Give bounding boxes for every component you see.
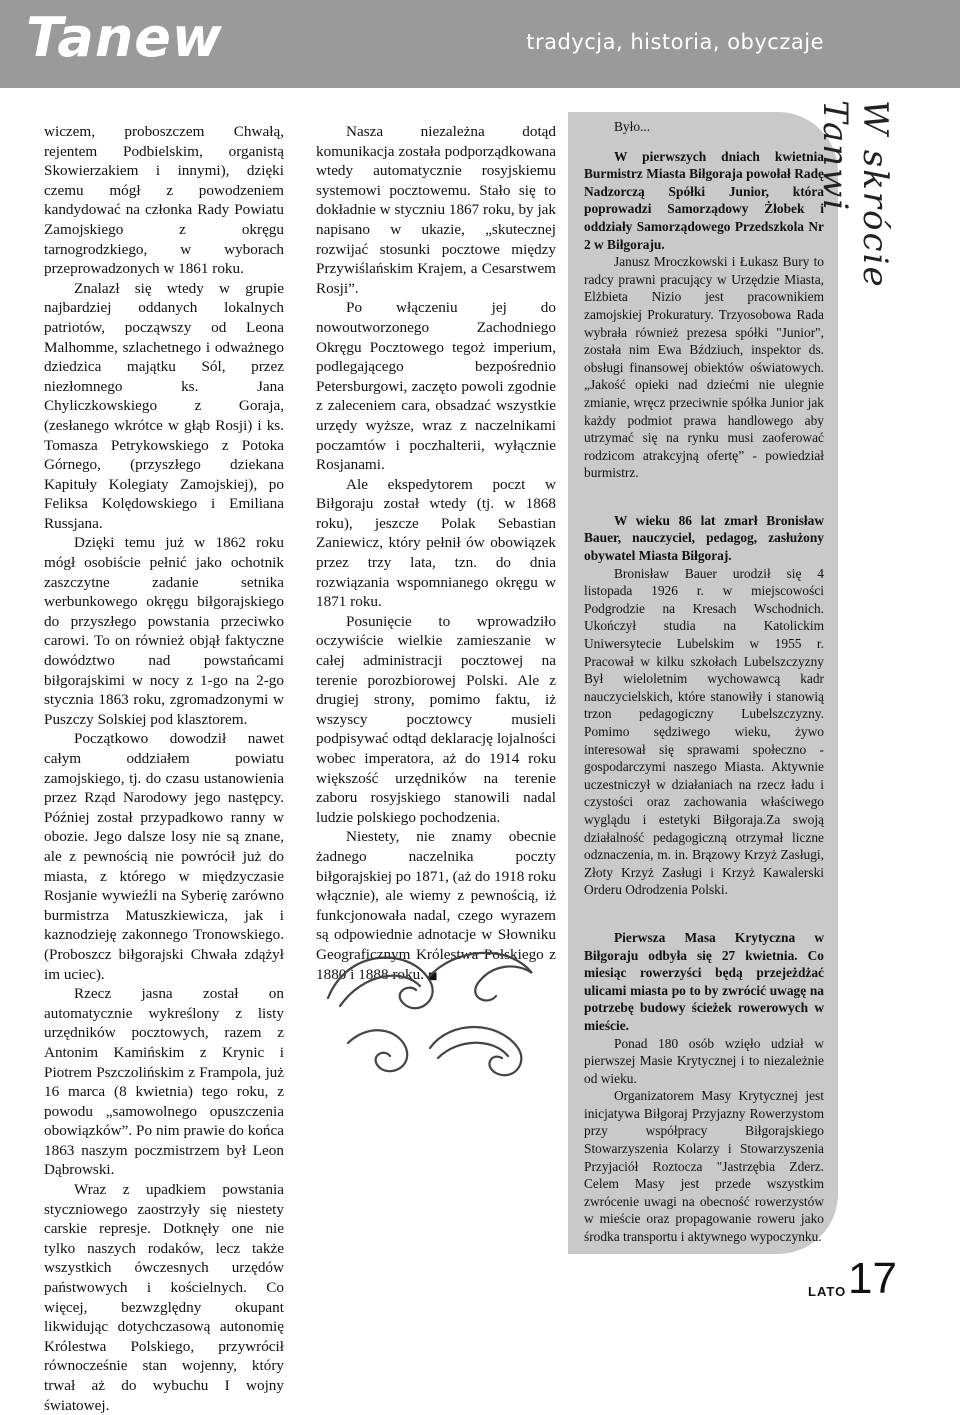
- page-header: [0, 0, 960, 88]
- page-number: 17: [848, 1254, 897, 1303]
- news-body: Ponad 180 osób wzięło udział w pierwszej Masie Krytycznej i to niezależnie od wieku.: [584, 1035, 824, 1086]
- paragraph: Znalazł się wtedy w grupie najbardziej oddanych lokalnych patriotów, począwszy od Leona Malhomme, szlachetnego i odważnego dziedzica majątku Sól, przez niezłomnego ks. Jana Chyliczkowskiego z Goraja, (zesłanego wkrótce w głąb Rosji) i ks. Tomasza Petrykowskiego z Potoka Górnego, (przyszłego dziekana Kapituły Kolegiaty Zamojskiej), po Feliksa Kolędowskiego i Emiliana Russjana.: [44, 279, 284, 532]
- article-column-1: [44, 122, 284, 1415]
- magazine-title: Tanew: [26, 6, 223, 69]
- news-sidebar: [584, 118, 824, 1246]
- paragraph-text: Niestety, nie znamy obecnie żadnego naczelnika poczty biłgorajskiej po 1871, (aż do 1918 roku włącznie), ale wiemy z pewnością, iż funkcjonowała nadal, czego wyrazem są odpowiednie adnotacje w Słowniku Geograficznym Królestwa Polskiego z 1880 i 1888 roku.: [316, 828, 557, 983]
- news-body: Organizatorem Masy Krytycznej jest inicjatywa Biłgoraj Przyjazny Rowerzystom przy współpracy Biłgorajskiego Stowarzyszenia Kolarzy i Stowarzyszenia Przyjaciół Roztocza "Jastrzębia Zderz. Celem Masy jest przede wszystkim zwrócenie uwagi na obecność rowerzystów w mieście oraz propagowanie roweru jako środka transportu i aktywnego wypoczynku.: [584, 1088, 824, 1245]
- paragraph: Ale ekspedytorem poczt w Biłgoraju został wtedy (tj. w 1868 roku), jeszcze Polak Sebastian Zaniewicz, który pełnił ów obowiązek przez trzy lata, tzn. do dnia rozwiązania wspomnianego okręgu w 1871 roku.: [316, 475, 556, 611]
- sidebar-vertical-heading: [815, 100, 895, 360]
- paragraph: Wraz z upadkiem powstania styczniowego zaostrzyły się niestety carskie represje. Dotknęły one nie tylko naszych rodaków, lecz także wszystkich ówczesnych urzędów państwowych i kościelnych. Co więcej, bezwzględny okupant likwidując dotychczasową autonomię Królestwa Polskiego, przywrócił równocześnie stan wojenny, który trwał aż do wybuchu I wojny światowej.: [44, 1181, 284, 1414]
- news-body: Bronisław Bauer urodził się 4 listopada 1926 r. w miejscowości Podgrodzie na Kresach Wschodnich. Ukończył studia na Katolickim Uniwersytecie Lubelskim w 1955 r. Pracował w kilku szkołach Lubelszczyzny Był wieloletnim wychowawcą kadr nauczycielskich, które stanowiły i stanowią trzon pedagogiczny Lubelszczyzny. Pomimo sędziwego wieku, żywo interesował się sprawami społeczno - gospodarczymi naszego Miasta. Aktywnie uczestniczył w działaniach na rzecz ładu i czystości oraz zachowania właściwego wyglądu i estetyki Biłgoraja.Za swoją działalność pedagogiczną otrzymał liczne odznaczenia, m. in. Brązowy Krzyż Zasługi, Złoty Krzyż Zasługi i Krzyż Kawalerski Orderu Odrodzenia Polski.: [584, 565, 824, 898]
- paragraph: Posunięcie to wprowadziło oczywiście wielkie zamieszanie w całej administracji pocztowej na terenie porozbiorowej Polski. Ale z drugiej strony, pomimo faktu, iż wszyscy pocztowcy musieli podpisywać odtąd deklarację lojalności wobec imperatora, aż do 1914 roku większość urzędników na terenie zaboru rosyjskiego stanowili nadal ludzie polskiego pochodzenia.: [316, 612, 556, 826]
- paragraph: Rzecz jasna został on automatycznie wykreślony z listy urzędników pocztowych, razem z Antonim Kamińskim z Krynic i Piotrem Pszczolińskim z Frampola, już 16 marca (8 kwietnia) tego roku, z powodu „samowolnego opuszczenia obowiązków”. Po nim prawie do końca 1863 naszym poczmistrzem był Leon Dąbrowski.: [44, 985, 284, 1179]
- paragraph: Dzięki temu już w 1862 roku mógł osobiście pełnić jako ochotnik zaszczytne zadanie setnika werbunkowego okręgu biłgorajskiego do przyszłego powstania przeciwko carowi. To on również objął faktyczne dowództwo nad powstańcami biłgorajskimi w nocy z 1-go na 2-go stycznia 1863 roku, zgromadzonymi w Puszczy Solskiej pod klasztorem.: [44, 534, 284, 728]
- issue-season: LATO: [808, 1284, 847, 1299]
- sidebar-section-title: Było...: [614, 119, 651, 134]
- paragraph: Początkowo dowodził nawet całym oddziałem powiatu zamojskiego, tj. do czasu ustanowienia przez Rząd Narodowy jego następcy. Później został przypadkowo ranny w obozie. Jego dalsze losy nie są znane, ale z pewnością nie powrócił już do miasta, z którego w międzyczasie Rosjanie wywieźli na Syberię zarówno burmistrza Matuszkiewicza, jak i kaznodzieję zakonnego Tronowskiego. (Proboszcz biłgorajski Chwała zdążył im uciec).: [44, 730, 284, 983]
- paragraph: Nasza niezależna dotąd komunikacja została podporządkowana wtedy automatycznie rosyjskiemu systemowi pocztowemu. Stało się to dokładnie w styczniu 1867 roku, by jak napisano w ukazie, „skutecznej rozwijać stosunki pocztowe między Przywiślańskim Krajem, a Cesarstwem Rosji”.: [316, 123, 557, 297]
- sidebar-vertical-title: W skrócie Tanwi: [815, 100, 895, 289]
- news-body: Janusz Mroczkowski i Łukasz Bury to radcy prawni pracujący w Urzędzie Miasta, Elżbieta Nizio jest pracownikiem zamojskiej Prokuratury. Trzyosobowa Rada wybrała również prezesa spółki "Junior", została nim Ewa Bździuch, inspektor ds. obsługi finansowej obiektów oświatowych. „Jakość opieki nad dziećmi nie ulegnie zmianie, wręcz przeciwnie spółka Junior jak każdy podmiot prawa handlowego aby utrzymać się na rynku musi zaoferować rodzicom atrakcyjną ofertę” - powiedział burmistrz.: [584, 254, 824, 481]
- magazine-tagline: tradycja, historia, obyczaje: [526, 30, 824, 54]
- spacer: [584, 482, 824, 512]
- news-lead: Pierwsza Masa Krytyczna w Biłgoraju odbyła się 27 kwietnia. Co miesiąc rowerzyści będą przejeżdżać ulicami miasta po to by zwrócić uwagę na potrzebę budowy ścieżek rowerowych w mieście.: [584, 929, 824, 1033]
- news-lead: W pierwszych dniach kwietnia Burmistrz Miasta Biłgoraja powołał Radę Nadzorczą Spółki Junior, która poprowadzi Samorządowy Żłobek i oddziały Samorządowego Przedszkola Nr 2 w Biłgoraju.: [584, 148, 824, 252]
- news-lead: W wieku 86 lat zmarł Bronisław Bauer, nauczyciel, pedagog, zasłużony obywatel Miasta Biłgoraj.: [584, 512, 824, 564]
- flourish-ornament-icon: [318, 928, 542, 1098]
- article-column-2: [316, 122, 556, 986]
- paragraph: Po włączeniu jej do nowoutworzonego Zachodniego Okręgu Pocztowego tegoż imperium, podlegającego bezpośrednio Petersburgowi, zaczęto powoli zgodnie z zaleceniem cara, obsadzać wszystkie urzędy wyższe, wraz z naczelnikami poczamtów i poczhalterii, wyłącznie Rosjanami.: [316, 299, 556, 474]
- end-of-article-icon: ■: [428, 970, 438, 982]
- paragraph: wiczem, proboszczem Chwałą, rejentem Podbielskim, organistą Skowierzakiem i innymi), dzięki czemu mógł z powodzeniem kandydować na członka Rady Powiatu Zamojskiego z okręgu tarnogrodzkiego, w wyborach przeprowadzonych w 1861 roku.: [44, 123, 284, 278]
- spacer: [584, 899, 824, 929]
